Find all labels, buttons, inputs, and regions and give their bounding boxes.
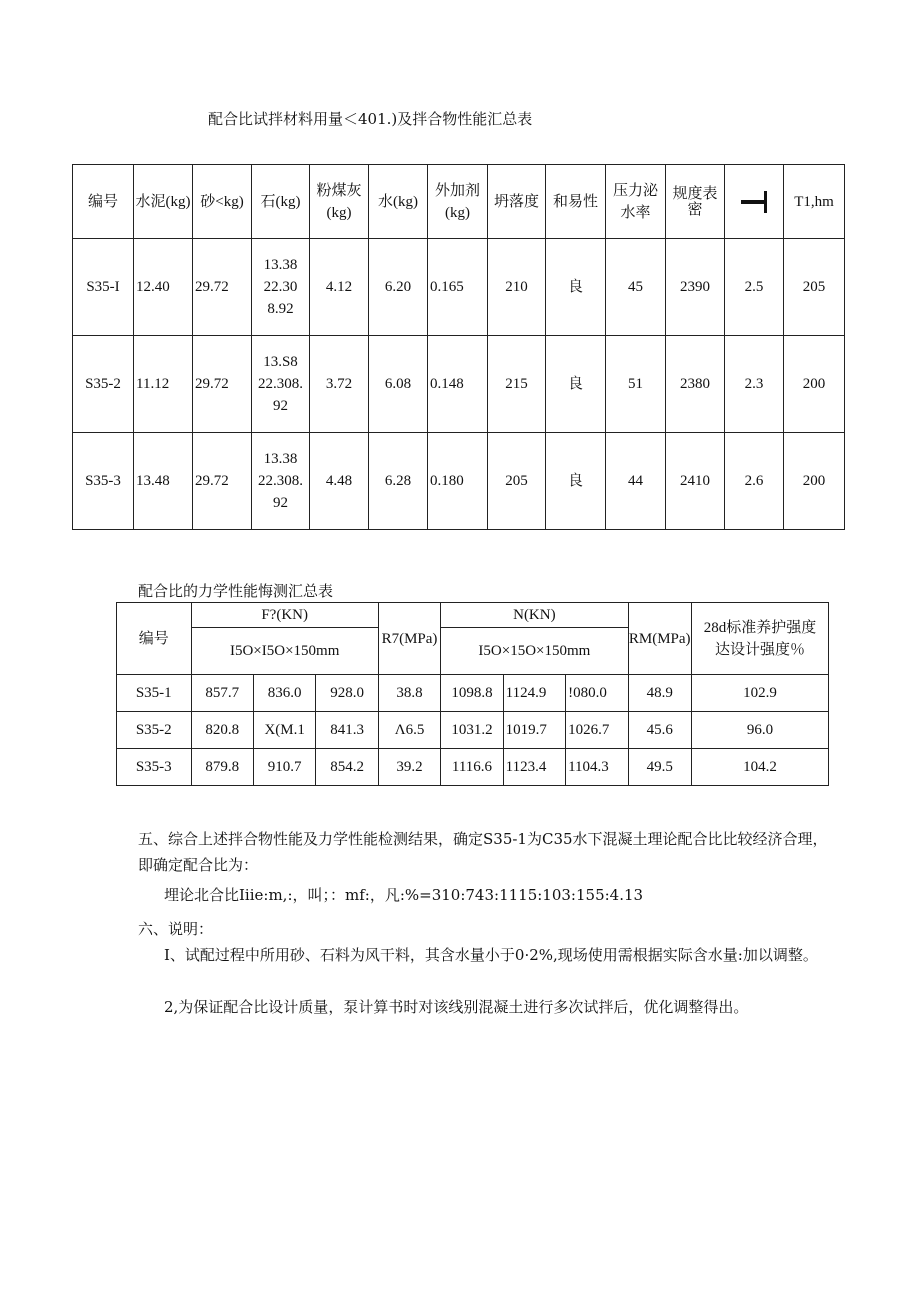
header-cell: 粉煤灰(kg) xyxy=(310,165,369,239)
strength-test-table xyxy=(116,602,829,786)
header-cell: 和易性 xyxy=(546,165,606,239)
table-cell: 1031.2 xyxy=(441,712,503,749)
ibar-icon xyxy=(741,200,767,204)
table-cell: 6.28 xyxy=(369,433,428,530)
table-cell: 13.38 22.308. 92 xyxy=(252,433,310,530)
table-cell: 39.2 xyxy=(378,749,440,786)
table-cell: 13.S8 22.308. 92 xyxy=(252,336,310,433)
table-cell: 6.08 xyxy=(369,336,428,433)
table-cell: 11.12 xyxy=(134,336,193,433)
table-cell: 2390 xyxy=(666,239,725,336)
mix-ratio-formula: 埋论北合比Iiie:m,:，叫；：mf:，凡:%=310:743:1115:103:155:4.13 xyxy=(164,886,644,904)
table-cell: Λ6.5 xyxy=(378,712,440,749)
table-cell: 0.165 xyxy=(428,239,488,336)
table-row xyxy=(117,712,829,749)
table-cell: 210 xyxy=(488,239,546,336)
table-cell: 12.40 xyxy=(134,239,193,336)
table-cell: S35-3 xyxy=(117,749,192,786)
table-row xyxy=(73,336,845,433)
header-cell: R7(MPa) xyxy=(378,603,440,675)
table-row xyxy=(73,433,845,530)
header-cell xyxy=(725,165,784,239)
table-cell: 2.5 xyxy=(725,239,784,336)
table-cell: 29.72 xyxy=(193,239,252,336)
table-cell: 2410 xyxy=(666,433,725,530)
table-cell: 1098.8 xyxy=(441,675,503,712)
table-cell: 205 xyxy=(488,433,546,530)
table-row xyxy=(117,675,829,712)
table-cell: 13.48 xyxy=(134,433,193,530)
table-row xyxy=(73,239,845,336)
table-cell: 1123.4 xyxy=(503,749,565,786)
mix-materials-table xyxy=(72,164,845,530)
table-cell: 44 xyxy=(606,433,666,530)
table-row xyxy=(117,749,829,786)
table-cell: 820.8 xyxy=(191,712,253,749)
header-cell: 水泥(kg) xyxy=(134,165,193,239)
table-cell: 29.72 xyxy=(193,433,252,530)
header-cell: 石(kg) xyxy=(252,165,310,239)
table-cell: S35-I xyxy=(73,239,134,336)
table-cell: 2380 xyxy=(666,336,725,433)
table-cell: 102.9 xyxy=(691,675,828,712)
table-cell: 良 xyxy=(546,336,606,433)
table-cell: 1104.3 xyxy=(566,749,628,786)
table-cell: 1026.7 xyxy=(566,712,628,749)
header-cell: 坍落度 xyxy=(488,165,546,239)
table-cell: 3.72 xyxy=(310,336,369,433)
table-cell: 4.48 xyxy=(310,433,369,530)
table-cell: 841.3 xyxy=(316,712,378,749)
header-cell: 压力泌水率 xyxy=(606,165,666,239)
table-cell: 45.6 xyxy=(628,712,691,749)
table-cell: 良 xyxy=(546,239,606,336)
header-cell: I5O×15O×150mm xyxy=(441,628,628,675)
table-cell: S35-2 xyxy=(117,712,192,749)
table-cell: 1124.9 xyxy=(503,675,565,712)
table-cell: 200 xyxy=(784,336,845,433)
table-cell: 104.2 xyxy=(691,749,828,786)
header-cell: 砂<kg) xyxy=(193,165,252,239)
table-cell: 879.8 xyxy=(191,749,253,786)
header-cell: T1,hm xyxy=(784,165,845,239)
table-cell: 910.7 xyxy=(253,749,315,786)
header-cell: 编号 xyxy=(73,165,134,239)
table-cell: 928.0 xyxy=(316,675,378,712)
table-cell: S35-3 xyxy=(73,433,134,530)
header-cell: F?(KN) xyxy=(191,603,378,628)
note-1: I、试配过程中所用砂、石料为风干料，其含水量小于0·2%,现场使用需根据实际含水量:加以调整。 xyxy=(164,946,818,964)
table-cell: 38.8 xyxy=(378,675,440,712)
note-2: 2,为保证配合比设计质量，泵计算书时对该线别混凝土进行多次试拌后，优化调整得出。 xyxy=(164,998,749,1016)
table1-title: 配合比试拌材料用量＜401.)及拌合物性能汇总表 xyxy=(208,110,533,128)
header-cell: 编号 xyxy=(117,603,192,675)
header-cell: 28d标准养护强度达设计强度％ xyxy=(691,603,828,675)
table-cell: 836.0 xyxy=(253,675,315,712)
table-cell: X(M.1 xyxy=(253,712,315,749)
header-cell: 规度表密 xyxy=(666,165,725,239)
table-cell: 良 xyxy=(546,433,606,530)
table-cell: 96.0 xyxy=(691,712,828,749)
table-cell: 2.6 xyxy=(725,433,784,530)
table-cell: 200 xyxy=(784,433,845,530)
table2-title: 配合比的力学性能悔测汇总表 xyxy=(138,582,334,600)
table-cell: !080.0 xyxy=(566,675,628,712)
table-cell: 6.20 xyxy=(369,239,428,336)
table-cell: 215 xyxy=(488,336,546,433)
notes-heading: 六、说明： xyxy=(138,920,214,938)
table-cell: S35-2 xyxy=(73,336,134,433)
table-cell: 854.2 xyxy=(316,749,378,786)
header-cell: N(KN) xyxy=(441,603,628,628)
table-cell: 45 xyxy=(606,239,666,336)
table-cell: 0.180 xyxy=(428,433,488,530)
table1-header-row xyxy=(73,165,845,239)
header-cell: 水(kg) xyxy=(369,165,428,239)
table-cell: 13.38 22.30 8.92 xyxy=(252,239,310,336)
header-cell: RM(MPa) xyxy=(628,603,691,675)
table2-header-row xyxy=(117,603,829,628)
table-cell: 205 xyxy=(784,239,845,336)
header-cell: 外加剂(kg) xyxy=(428,165,488,239)
table-cell: 1019.7 xyxy=(503,712,565,749)
conclusion-paragraph: 五、综合上述拌合物性能及力学性能检测结果，确定S35-1为C35水下混凝土理论配合比比较经济合理，即确定配合比为： xyxy=(138,830,828,874)
table-cell: 857.7 xyxy=(191,675,253,712)
table-cell: 48.9 xyxy=(628,675,691,712)
header-cell: I5O×I5O×150mm xyxy=(191,628,378,675)
table-cell: 0.148 xyxy=(428,336,488,433)
table-cell: 29.72 xyxy=(193,336,252,433)
table-cell: 1116.6 xyxy=(441,749,503,786)
table-cell: 2.3 xyxy=(725,336,784,433)
table-cell: 51 xyxy=(606,336,666,433)
table-cell: 49.5 xyxy=(628,749,691,786)
table-cell: 4.12 xyxy=(310,239,369,336)
table-cell: S35-1 xyxy=(117,675,192,712)
